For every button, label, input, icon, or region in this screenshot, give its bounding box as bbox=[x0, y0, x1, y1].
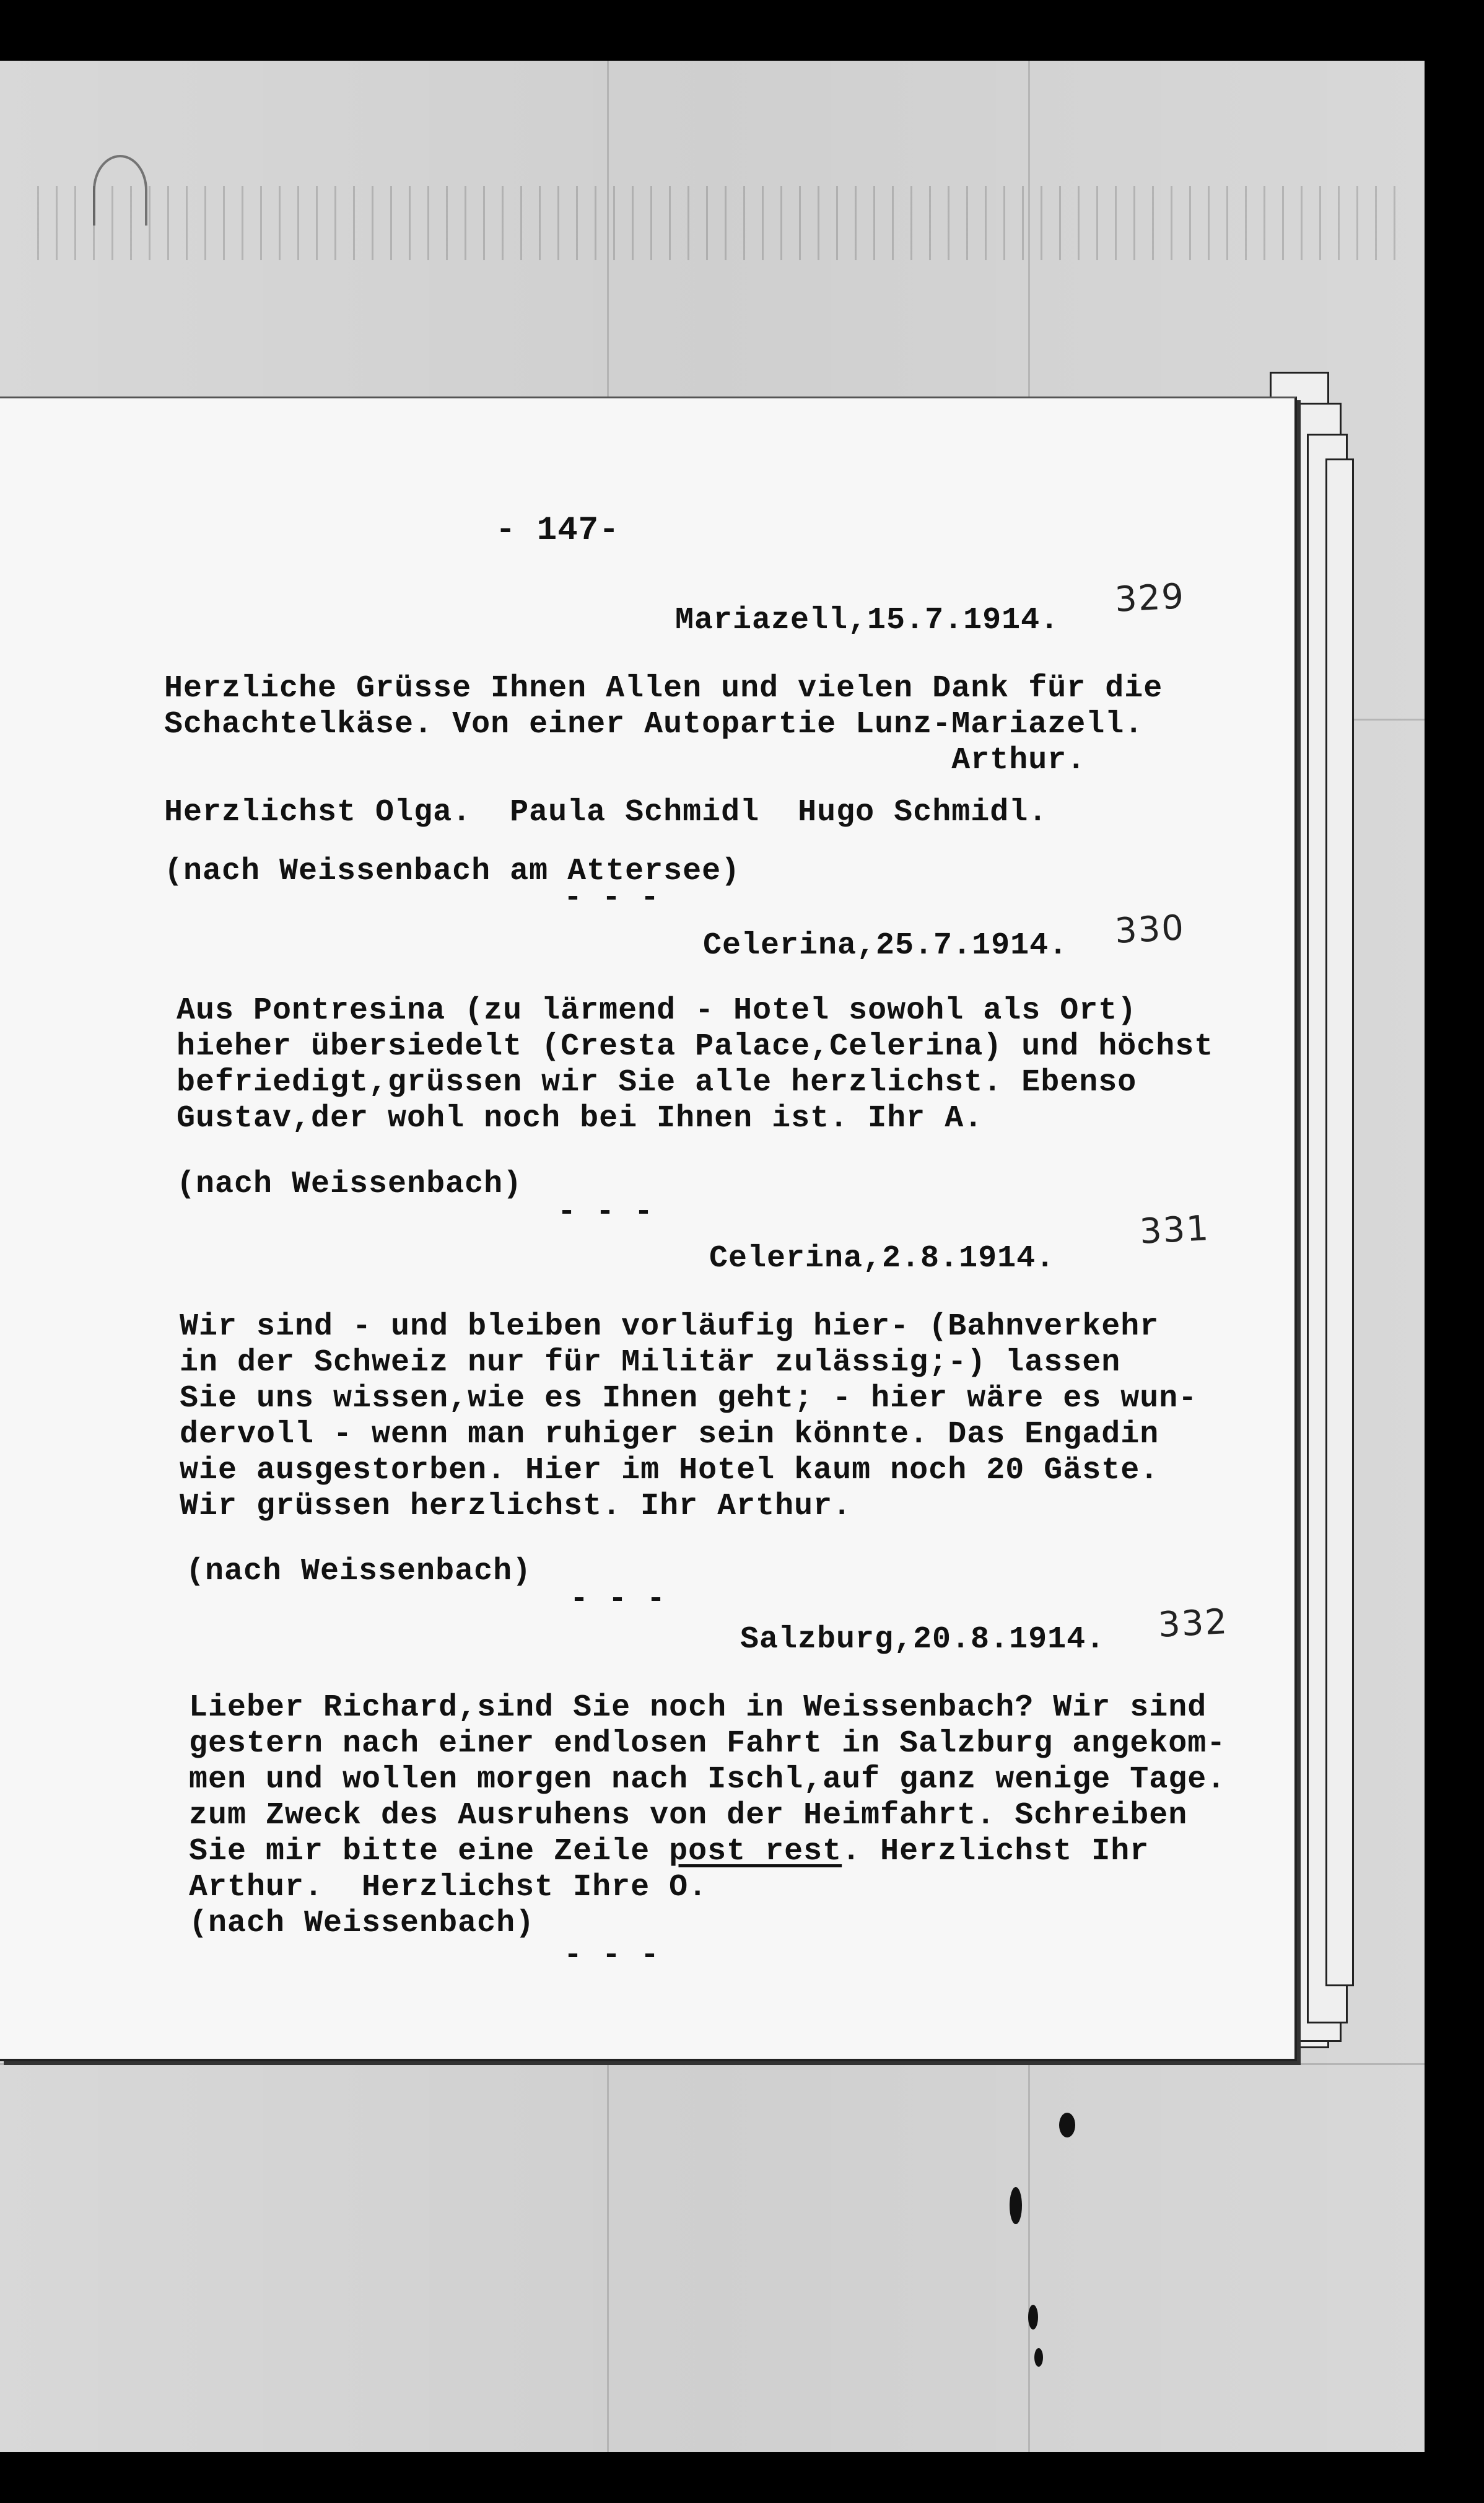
body-line: dervoll - wenn man ruhiger sein könnte. Das Engadin bbox=[180, 1417, 1159, 1452]
body-line: Wir grüssen herzlichst. Ihr Arthur. bbox=[180, 1489, 852, 1524]
typed-letter-page bbox=[0, 397, 1297, 2061]
place-date: Celerina,25.7.1914. bbox=[703, 928, 1068, 963]
body-line-with-underline bbox=[189, 1834, 1149, 1870]
ink-smudge bbox=[1034, 2348, 1043, 2367]
place-date: Celerina,2.8.1914. bbox=[709, 1241, 1055, 1276]
body-line: men und wollen morgen nach Ischl,auf ganz wenige Tage. bbox=[189, 1762, 1226, 1797]
body-line: Herzliche Grüsse Ihnen Allen und vielen Dank für die bbox=[164, 671, 1163, 706]
body-line: zum Zweck des Ausruhens von der Heimfahrt. Schreiben bbox=[189, 1798, 1188, 1833]
body-line: Arthur. bbox=[164, 743, 1086, 778]
body-line: Herzlichst Olga. Paula Schmidl Hugo Schmidl. bbox=[164, 795, 1048, 830]
destination-note: (nach Weissenbach) bbox=[189, 1906, 535, 1941]
place-date: Salzburg,20.8.1914. bbox=[740, 1622, 1106, 1657]
archive-number: 329 bbox=[1114, 576, 1186, 620]
body-line: Lieber Richard,sind Sie noch in Weissenbach? Wir sind bbox=[189, 1690, 1207, 1725]
destination-note: (nach Weissenbach) bbox=[177, 1167, 523, 1202]
ink-smudge bbox=[1059, 2113, 1075, 2137]
ink-smudge bbox=[1010, 2187, 1022, 2224]
body-line: Aus Pontresina (zu lärmend - Hotel sowohl als Ort) bbox=[177, 993, 1137, 1028]
separator: - - - bbox=[557, 1195, 654, 1230]
separator: - - - bbox=[564, 880, 660, 916]
body-line: wie ausgestorben. Hier im Hotel kaum noch 20 Gäste. bbox=[180, 1453, 1159, 1488]
body-line: Arthur. Herzlichst Ihre O. bbox=[189, 1870, 708, 1905]
page-stack-edge bbox=[1325, 458, 1354, 1986]
body-line: befriedigt,grüssen wir Sie alle herzlichst. Ebenso bbox=[177, 1065, 1137, 1100]
body-text: . Herzlichst Ihr bbox=[842, 1834, 1150, 1869]
page-number: - 147- bbox=[495, 512, 620, 550]
body-line: Schachtelkäse. Von einer Autopartie Lunz-Mariazell. bbox=[164, 707, 1144, 742]
destination-note: (nach Weissenbach am Attersee) bbox=[164, 854, 741, 889]
margin-tick-marks bbox=[37, 186, 1400, 260]
body-line: hieher übersiedelt (Cresta Palace,Celerina) und höchst bbox=[177, 1029, 1214, 1064]
body-line: Wir sind - und bleiben vorläufig hier- (Bahnverkehr bbox=[180, 1309, 1159, 1344]
archive-number: 330 bbox=[1114, 908, 1186, 952]
separator: - - - bbox=[564, 1938, 660, 1973]
body-line: Gustav,der wohl noch bei Ihnen ist. Ihr A. bbox=[177, 1101, 984, 1136]
body-line: gestern nach einer endlosen Fahrt in Salzburg angekom- bbox=[189, 1726, 1226, 1761]
body-line: Sie uns wissen,wie es Ihnen geht; - hier wäre es wun- bbox=[180, 1381, 1198, 1416]
ink-smudge bbox=[1028, 2305, 1038, 2330]
underlined-text: post rest bbox=[669, 1834, 842, 1869]
archive-number: 331 bbox=[1138, 1208, 1211, 1252]
place-date: Mariazell,15.7.1914. bbox=[675, 603, 1060, 638]
body-text: Sie mir bitte eine Zeile bbox=[189, 1834, 670, 1869]
fold-line bbox=[0, 2063, 1425, 2065]
body-line: in der Schweiz nur für Militär zulässig;-) lassen bbox=[180, 1345, 1121, 1380]
separator: - - - bbox=[570, 1582, 666, 1617]
destination-note: (nach Weissenbach) bbox=[186, 1554, 532, 1589]
archive-number: 332 bbox=[1157, 1602, 1229, 1646]
